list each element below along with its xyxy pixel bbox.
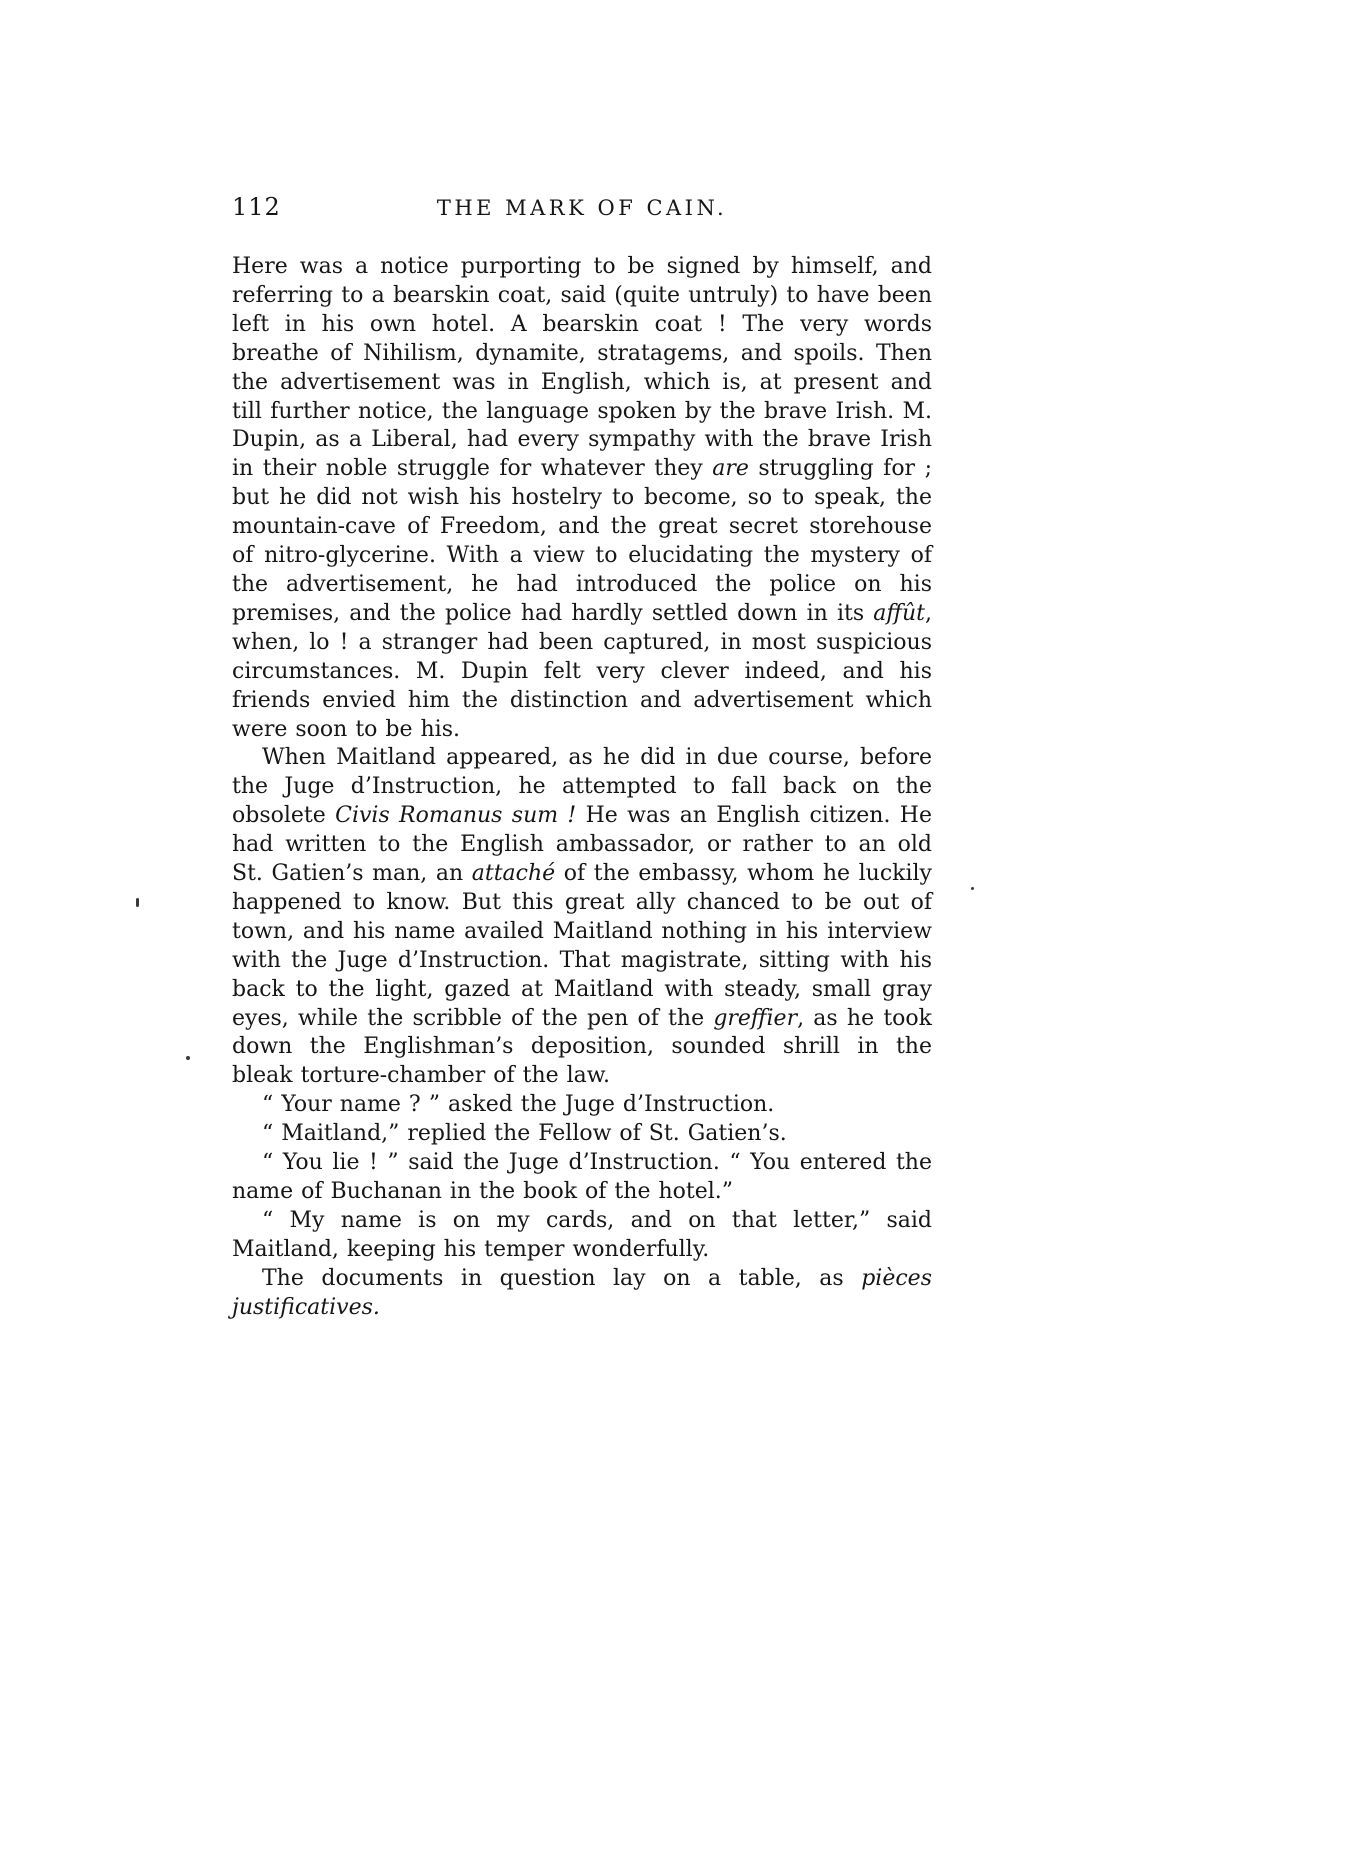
page-content (232, 193, 932, 1323)
text-run: “ Your name ? ” asked the Juge d’Instruction. (262, 1092, 775, 1118)
paragraph (232, 253, 932, 744)
scan-speck (186, 1056, 190, 1060)
italic-text-run: attaché (471, 861, 556, 887)
page-title: THE MARK OF CAIN. (436, 196, 728, 220)
italic-text-run: are (712, 456, 749, 482)
text-run: “ You lie ! ” said the Juge d’Instruction. “ You entered the name of Buchanan in the book of the hotel.” (232, 1150, 932, 1204)
paragraph (232, 1265, 932, 1323)
running-head (232, 193, 932, 227)
text-run: The documents in question lay on a table, as (262, 1265, 862, 1291)
italic-text-run: Civis Romanus sum ! (335, 803, 577, 829)
italic-text-run: affût (873, 600, 925, 626)
page-number: 112 (232, 193, 281, 221)
text-run: When Maitland appeared, as he did in due course, before the Juge d’Instruction, he attempted to fall back on the obsolete (232, 745, 932, 829)
text-run: “ My name is on my cards, and on that letter,” said Maitland, keeping his temper wonderfully. (232, 1207, 932, 1262)
paragraph (232, 1091, 932, 1120)
text-run: of the embassy, whom he luckily happened to know. But this great ally chanced to be out of town, and his name availed Maitland nothing in his interview with the Juge d’Instruction. That magistrate, sitting with his back to the light, gazed at Maitland with steady, small gray eyes, while the scribble of the pen of the (232, 861, 932, 1031)
paragraph (232, 1120, 932, 1149)
page-body (232, 253, 932, 1323)
text-run: Here was a notice purporting to be signed by himself, and referring to a bearskin coat, said (quite untruly) to have been left in his own hotel. A bearskin coat ! The very words breathe of Nihilism, dynamite, stratagems, and spoils. Then the advertisement was in English, which is, at present and till further notice, the language spoken by the brave Irish. M. Dupin, as a Liberal, had every sympathy with the brave Irish in their noble struggle for whatever they (232, 254, 932, 482)
text-run: , when, lo ! a stranger had been captured, in most suspicious circumstances. M. Dupin felt very clever indeed, and his friends envied him the distinction and advertisement which were soon to be his. (232, 600, 932, 742)
scan-speck (971, 887, 974, 890)
paragraph (232, 744, 932, 1091)
text-run: He was an English citizen. He had written to the English ambassador, or rather to an old St. Gatien’s man, an (232, 803, 932, 887)
text-run: , as he took down the Englishman’s deposition, sounded shrill in the bleak torture-chamber of the law. (232, 1005, 932, 1089)
scan-speck (136, 898, 139, 907)
italic-text-run: pièces justificatives. (232, 1265, 932, 1320)
paragraph (232, 1149, 932, 1207)
paragraph (232, 1207, 932, 1265)
italic-text-run: greffier (713, 1005, 798, 1031)
text-run: struggling for ; but he did not wish his hostelry to become, so to speak, the mountain-cave of Freedom, and the great secret storehouse of nitro-glycerine. With a view to elucidating the mystery of the advertisement, he had introduced the police on his premises, and the police had hardly settled down in its (232, 456, 932, 626)
text-run: “ Maitland,” replied the Fellow of St. Gatien’s. (262, 1121, 787, 1147)
